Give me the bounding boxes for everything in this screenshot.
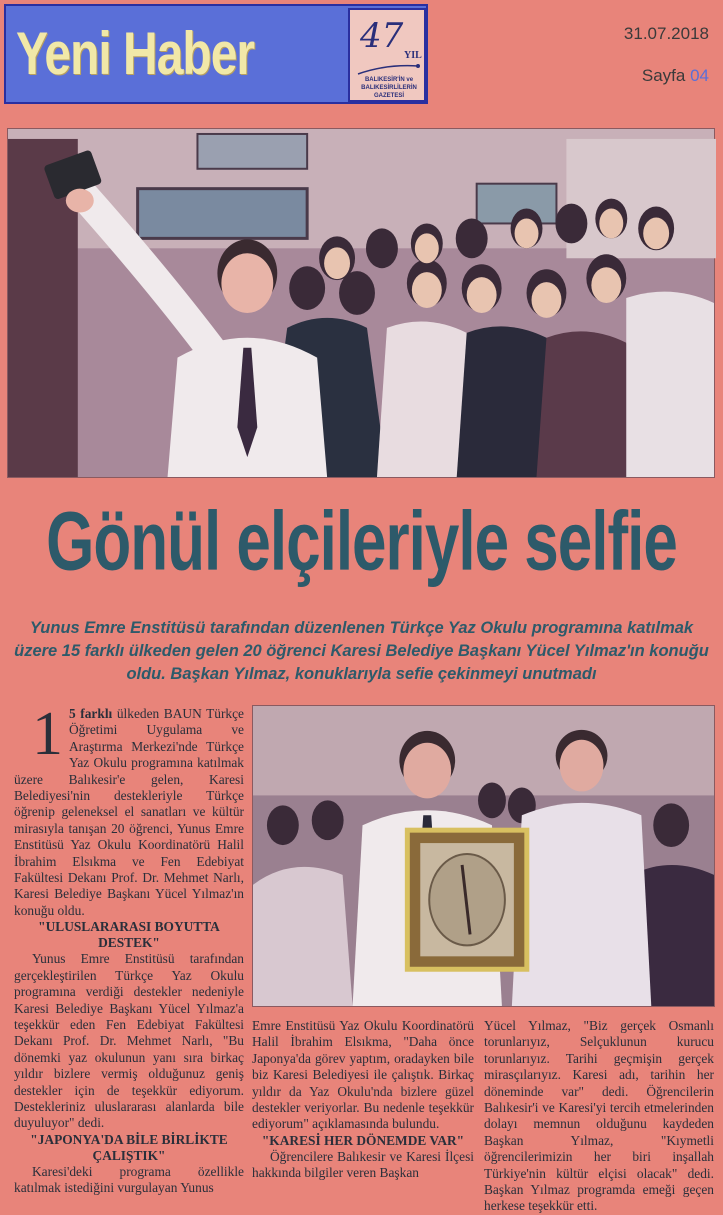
page-number: 04	[690, 66, 709, 85]
article-paragraph-1	[14, 700, 244, 919]
anniversary-number: 47	[360, 16, 404, 56]
article-paragraph-6: Yücel Yılmaz, "Biz gerçek Osmanlı torunlarıyız, Selçuklunun kurucu torunlarıyız. Tarihi geçmişin gerçek mirasçılarıyız. Karesi adı, tarihin her döneminde var" dedi. Öğrencilerin Balıkesir'i ve Karesi'yi tercih etmelerinden dolayı memnun olduğunu kaydeden Başkan Yılmaz, "Kıymetli öğrencilerimizin her biri inşallah Türkiye'nin kültür elçisi olacak" dedi. Başkan Yılmaz programda emeği geçen herkese teşekkür etti.	[484, 1018, 714, 1214]
article-paragraph-4: Emre Enstitüsü Yaz Okulu Koordinatörü Halil İbrahim Elsıkma, "Daha önce Japonya'da görev yaptım, oradayken bile biz Karesi Belediyesi ile çalıştık. Birkaç yıldır da Yaz Okulu'nda bizlere güzel destekler veriyorlar. Bu nedenle teşekkür ediyorum" açıklamasında bulundu.	[252, 1018, 474, 1132]
anniversary-unit: YIL	[404, 50, 422, 61]
article-column-3	[484, 1018, 714, 1215]
group-selfie-illustration	[8, 129, 714, 477]
swoosh-icon	[356, 62, 422, 76]
subheading-japan: "JAPONYA'DA BİLE BİRLİKTE ÇALIŞTIK"	[30, 1131, 228, 1163]
page-indicator	[642, 66, 709, 86]
article-column-2	[252, 1018, 474, 1182]
gift-presentation-photo	[252, 705, 715, 1007]
drop-cap: 1	[32, 700, 63, 768]
subheading-karesi: "KARESİ HER DÖNEMDE VAR"	[261, 1132, 465, 1148]
lead-paragraph: Yunus Emre Enstitüsü tarafından düzenlenen Türkçe Yaz Okulu programına katılmak üzere 15 farklı ülkeden gelen 20 öğrenci Karesi Belediye Başkanı Yücel Yılmaz'ın konuğu oldu. Başkan Yılmaz, konuklarıyla sefie çekinmeyi unutmadı	[14, 619, 709, 683]
newspaper-title: Yeni Haber	[16, 21, 255, 88]
anniversary-caption: BALIKESİR'İN ve BALIKESİRLİLERİN GAZETESİ	[361, 77, 417, 99]
subheading-international-support: "ULUSLARARASI BOYUTTA DESTEK"	[38, 919, 220, 951]
article-paragraph-5: Öğrencilere Balıkesir ve Karesi İlçesi hakkında bilgiler veren Başkan	[252, 1148, 474, 1181]
headline: Gönül elçileriyle selfie	[46, 495, 677, 589]
article-paragraph-3: Karesi'deki programa özellikle katılmak istediğini vurgulayan Yunus	[14, 1163, 244, 1196]
issue-date: 31.07.2018	[623, 24, 709, 43]
page-label: Sayfa	[641, 66, 686, 85]
anniversary-badge	[348, 8, 426, 102]
paragraph-1-text: ülkeden BAUN Türkçe Öğretimi Uygulama ve Araştırma Merkezi'nde Türkçe Yaz Okulu programına katılmak üzere Balıkesir'e gelen, Karesi Belediyesi'nin destekleriyle Türkçe öğrenip geleneksel el sanatları ve kültür mirasıyla tanışan 20 öğrenci, Yunus Emre Enstitüsü Yaz Okulu Koordinatörü Halil İbrahim Elsıkma ve Fen Edebiyat Fakültesi Dekanı Prof. Dr. Mehmet Narlı, Karesi Belediye Başkanı Yücel Yılmaz'ın konuğu oldu.	[14, 706, 244, 918]
group-selfie-photo	[7, 128, 715, 478]
gift-presentation-illustration	[253, 706, 714, 1006]
masthead	[4, 4, 428, 104]
article-column-1	[14, 700, 244, 1197]
article-paragraph-2: Yunus Emre Enstitüsü tarafından gerçekleştirilen Türkçe Yaz Okulu programına verdiği destekler nedeniyle Karesi Belediye Başkanı Yücel Yılmaz'a teşekkür eden Fen Edebiyat Fakültesi Dekanı Prof. Dr. Mehmet Narlı, "Bu dönemki yaz okulunun yanı sıra birkaç yıldır bizlere vermiş olduğunuz geniş destekler için de teşekkür ediyorum. Destekleriniz uluslararası alanlarda bile duyuluyor" dedi.	[14, 951, 244, 1131]
opening-words: 5 farklı	[69, 706, 113, 721]
